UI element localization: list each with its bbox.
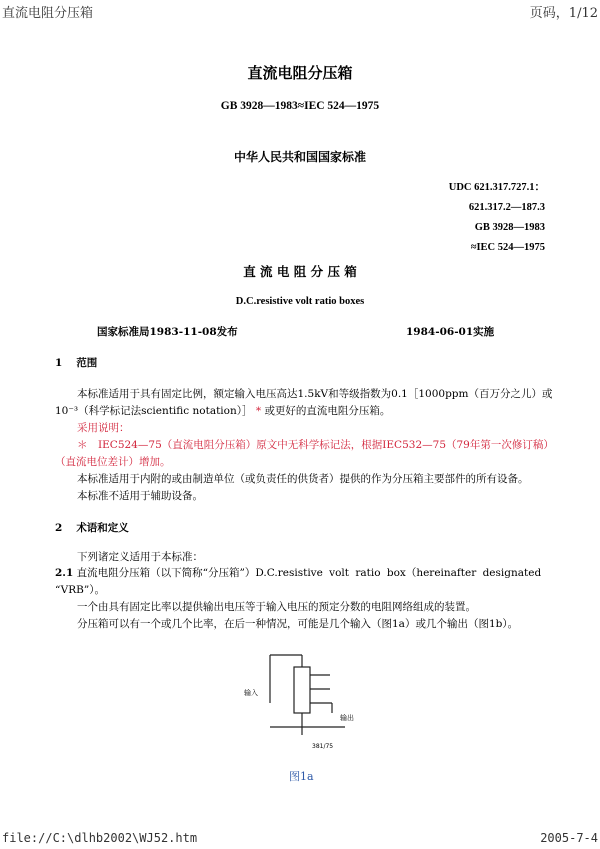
sec2-para1: 下列诸定义适用于本标准： [77, 551, 203, 563]
sec2-heading [55, 520, 129, 537]
sec1-heading [55, 355, 97, 372]
adoption-note-label: 采用说明： [77, 422, 130, 434]
adoption-note-line1: ＊ IEC524—75（直流电阻分压箱）原文中无科学标记法，根据IEC532—75（79年第一次修订稿） [77, 439, 554, 451]
udc-line-2: 621.317.2—187.3 [468, 202, 545, 213]
footer-file-path: file://C:\dlhb2002\WJ52.htm [2, 831, 198, 845]
figure-code: 381/75 [312, 743, 334, 750]
udc-block [449, 178, 545, 258]
udc-line-4: ≈IEC 524—1975 [470, 242, 545, 253]
adoption-note-line2: （直流电位差计）增加。 [55, 456, 171, 468]
header-title: 直流电阻分压箱 [2, 6, 94, 21]
sec2-para2: 一个由具有固定比率以提供输出电压等于输入电压的预定分数的电阻网络组成的装置。 [77, 601, 476, 613]
output-label: 输出 [340, 714, 354, 722]
definition-text: 直流电阻分压箱（以下简称“分压箱”）D.C.resistive volt ratio box（hereinafter designated [76, 567, 542, 579]
resistor-element [294, 667, 310, 713]
sec2-para3: 分压箱可以有一个或几个比率，在后一种情况，可能是几个输入（图1a）或几个输出（图1b）。 [77, 618, 519, 630]
sec1-para1-b: 10⁻³（科学标记法scientific notation）］ [55, 405, 253, 417]
sec1-para2: 本标准适用于内附的或由制造单位（或负责任的供货者）提供的作为分压箱主要部件的所有设备。 [77, 473, 529, 485]
sec1-title: 范围 [76, 357, 98, 369]
sec1-para1-c: 或更好的直流电阻分压箱。 [264, 405, 391, 417]
udc-line-3: GB 3928—1983 [474, 222, 545, 233]
page-number: 页码，1/12 [529, 6, 598, 21]
sec2-number: 2 [55, 522, 63, 534]
footnote-star: * [255, 405, 262, 417]
sec2-title: 术语和定义 [76, 522, 129, 534]
definition-2-1-line1 [55, 565, 545, 582]
issued-date: 国家标准局1983-11-08发布 [97, 326, 238, 338]
sec1-para1-line1: 本标准适用于具有固定比例，额定输入电压高达1.5kV和等级指数为0.1［1000ppm（百万分之儿）或 [77, 388, 553, 400]
sec1-para3: 本标准不适用于辅助设备。 [77, 490, 203, 502]
figure-caption: 图1a [289, 770, 314, 783]
definition-2-1-line2: “VRB”）。 [55, 584, 105, 596]
sec1-para1-line2 [55, 403, 390, 420]
input-label: 输入 [244, 689, 258, 697]
effective-date: 1984-06-01实施 [406, 326, 495, 338]
standard-number: GB 3928—1983≈IEC 524—1975 [220, 100, 380, 112]
footer-date: 2005-7-4 [540, 831, 598, 845]
udc-line-1: UDC 621.317.727.1： [448, 182, 545, 193]
sec1-number: 1 [55, 357, 63, 369]
figure-1a-diagram [230, 645, 380, 755]
title-spaced: 直 流 电 阻 分 压 箱 [243, 264, 357, 279]
issuing-org: 中华人民共和国国家标准 [233, 150, 366, 164]
doc-title: 直流电阻分压箱 [247, 64, 353, 82]
definition-number: 2.1 [55, 567, 74, 579]
title-english: D.C.resistive volt ratio boxes [235, 296, 365, 307]
